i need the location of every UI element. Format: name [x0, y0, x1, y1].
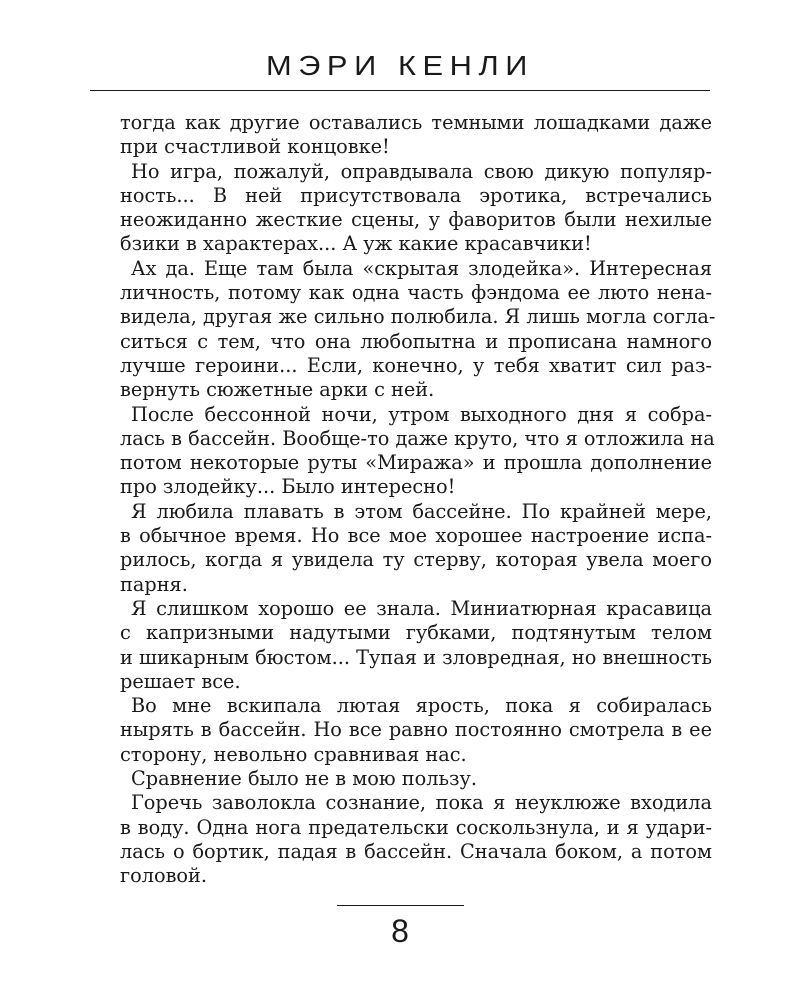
text-line: рилось, когда я увидела ту стерву, которая увела моего — [120, 548, 712, 572]
text-line: парня. — [120, 572, 188, 596]
text-line: После бессонной ночи, утром выходного дня я собра- — [131, 402, 712, 426]
text-line: бзики в характерах... А уж какие красавчики! — [120, 232, 592, 256]
body-text — [120, 111, 716, 889]
paragraph — [120, 694, 712, 767]
text-line: лучше героини... Если, конечно, у тебя хватит сил раз- — [120, 353, 712, 377]
text-line: потом некоторые руты «Миража» и прошла дополнение — [120, 451, 712, 475]
text-line: про злодейку... Было интересно! — [120, 475, 456, 499]
text-line: вернуть сюжетные арки с ней. — [120, 378, 435, 402]
text-line: неожиданно жесткие сцены, у фаворитов были нехилые — [120, 208, 712, 232]
text-line: при счастливой концовке! — [120, 135, 390, 159]
text-line: сторону, невольно сравнивая нас. — [120, 742, 467, 766]
paragraph — [120, 256, 716, 403]
paragraph — [120, 597, 712, 694]
paragraph — [120, 402, 715, 500]
paragraph — [120, 500, 712, 597]
text-line: головой. — [120, 864, 208, 888]
text-line: тогда как другие оставались темными лошадками даже — [120, 111, 712, 134]
text-line: ситься с тем, что она любопытна и прописана намного — [120, 329, 712, 353]
paragraph — [120, 791, 712, 888]
text-line: Я слишком хорошо ее знала. Миниатюрная красавица — [131, 596, 712, 620]
text-line: в воду. Одна нога предательски соскользнула, и я удари- — [120, 815, 712, 839]
text-line: Я любила плавать в этом бассейне. По крайней мере, — [131, 499, 712, 523]
text-line: личность, потому как одна часть фэндома ее люто нена- — [120, 281, 712, 305]
paragraph — [120, 767, 712, 791]
text-line: Во мне вскипала лютая ярость, пока я собиралась — [131, 694, 712, 718]
text-line: решает все. — [120, 669, 241, 693]
text-line: Ах да. Еще там была «скрытая злодейка». Интересная — [131, 256, 712, 280]
text-line: и шикарным бюстом... Тупая и зловредная, но внешность — [120, 645, 712, 669]
running-header-author: МЭРИ КЕНЛИ — [265, 50, 535, 81]
text-line: с капризными надутыми губками, подтянутым телом — [120, 621, 712, 645]
text-line: ность... В ней присутствовала эротика, встречались — [120, 183, 712, 207]
text-line: нырять в бассейн. Но все равно постоянно смотрела в ее — [120, 718, 712, 742]
header-divider — [90, 90, 710, 91]
text-line: Сравнение было не в мою пользу. — [131, 767, 477, 791]
paragraph — [120, 111, 712, 160]
paragraph — [120, 160, 712, 257]
text-line: видела, другая же сильно полюбила. Я лишь могла согла- — [120, 305, 716, 329]
text-line: лась о бортик, падая в бассейн. Сначала боком, а потом — [120, 839, 712, 863]
footer-divider — [337, 905, 464, 906]
page-number: 8 — [391, 913, 409, 949]
text-line: в обычное время. Но все мое хорошее настроение испа- — [120, 524, 712, 548]
text-line: Горечь заволокла сознание, пока я неуклюже входила — [131, 791, 712, 815]
text-line: Но игра, пожалуй, оправдывала свою дикую популяр- — [131, 159, 712, 183]
text-line: лась в бассейн. Вообще-то даже круто, что я отложила на — [120, 426, 715, 450]
